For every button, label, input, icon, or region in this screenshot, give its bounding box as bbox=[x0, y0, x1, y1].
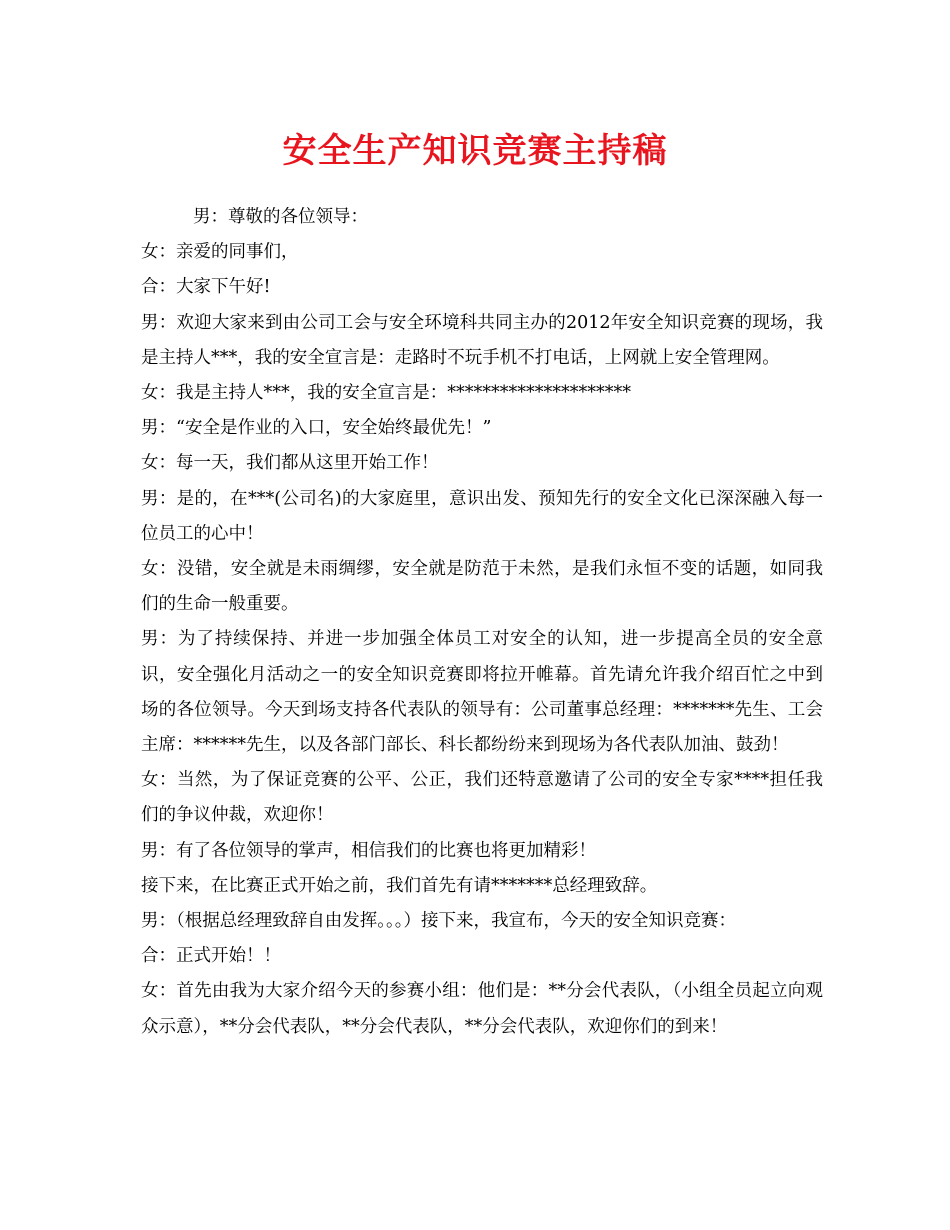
paragraph: 男：“安全是作业的入口，安全始终最优先！” bbox=[141, 418, 492, 439]
paragraph: 接下来，在比赛正式开始之前，我们首先有请*******总经理致辞。 bbox=[141, 875, 658, 896]
paragraph: 女：每一天，我们都从这里开始工作！ bbox=[141, 453, 439, 474]
paragraph: 男：（根据总经理致辞自由发挥。。。）接下来，我宣布，今天的安全知识竞赛： bbox=[141, 911, 736, 932]
paragraph: 女：首先由我为大家介绍今天的参赛小组：他们是：**分会代表队，（小组全员起立向观众示意），**分会代表队，**分会代表队，**分会代表队，欢迎你们的到来！ bbox=[141, 981, 823, 1037]
paragraph: 男：为了持续保持、并进一步加强全体员工对安全的认知，进一步提高全员的安全意识，安全强化月活动之一的安全知识竞赛即将拉开帷幕。首先请允许我介绍百忙之中到场的各位领导。今天到场支持各代表队的领导有：公司董事总经理：*******先生、工会主席：******先生，以及各部门部长、科长都纷纷来到现场为各代表队加油、鼓劲！ bbox=[141, 629, 823, 756]
paragraph: 男：是的，在***(公司名)的大家庭里，意识出发、预知先行的安全文化已深深融入每一位员工的心中！ bbox=[141, 488, 823, 544]
paragraph: 女：亲爱的同事们， bbox=[141, 242, 299, 263]
paragraph: 女：没错，安全就是未雨绸缪，安全就是防范于未然，是我们永恒不变的话题，如同我们的生命一般重要。 bbox=[141, 559, 823, 615]
paragraph: 男：有了各位领导的掌声，相信我们的比赛也将更加精彩！ bbox=[141, 840, 596, 861]
document-title: 安全生产知识竞赛主持稿 bbox=[282, 131, 668, 171]
document-body bbox=[141, 200, 823, 1045]
paragraph: 女：当然，为了保证竞赛的公平、公正，我们还特意邀请了公司的安全专家****担任我们的争议仲裁，欢迎你！ bbox=[141, 770, 823, 826]
paragraph: 男：欢迎大家来到由公司工会与安全环境科共同主办的2012年安全知识竞赛的现场，我是主持人***，我的安全宣言是：走路时不玩手机不打电话，上网就上安全管理网。 bbox=[141, 312, 823, 368]
paragraph: 男：尊敬的各位领导： bbox=[193, 207, 368, 227]
paragraph: 合：大家下午好! bbox=[141, 277, 271, 298]
paragraph: 女：我是主持人***，我的安全宣言是：********************* bbox=[141, 383, 631, 404]
paragraph: 合：正式开始！！ bbox=[141, 946, 281, 967]
